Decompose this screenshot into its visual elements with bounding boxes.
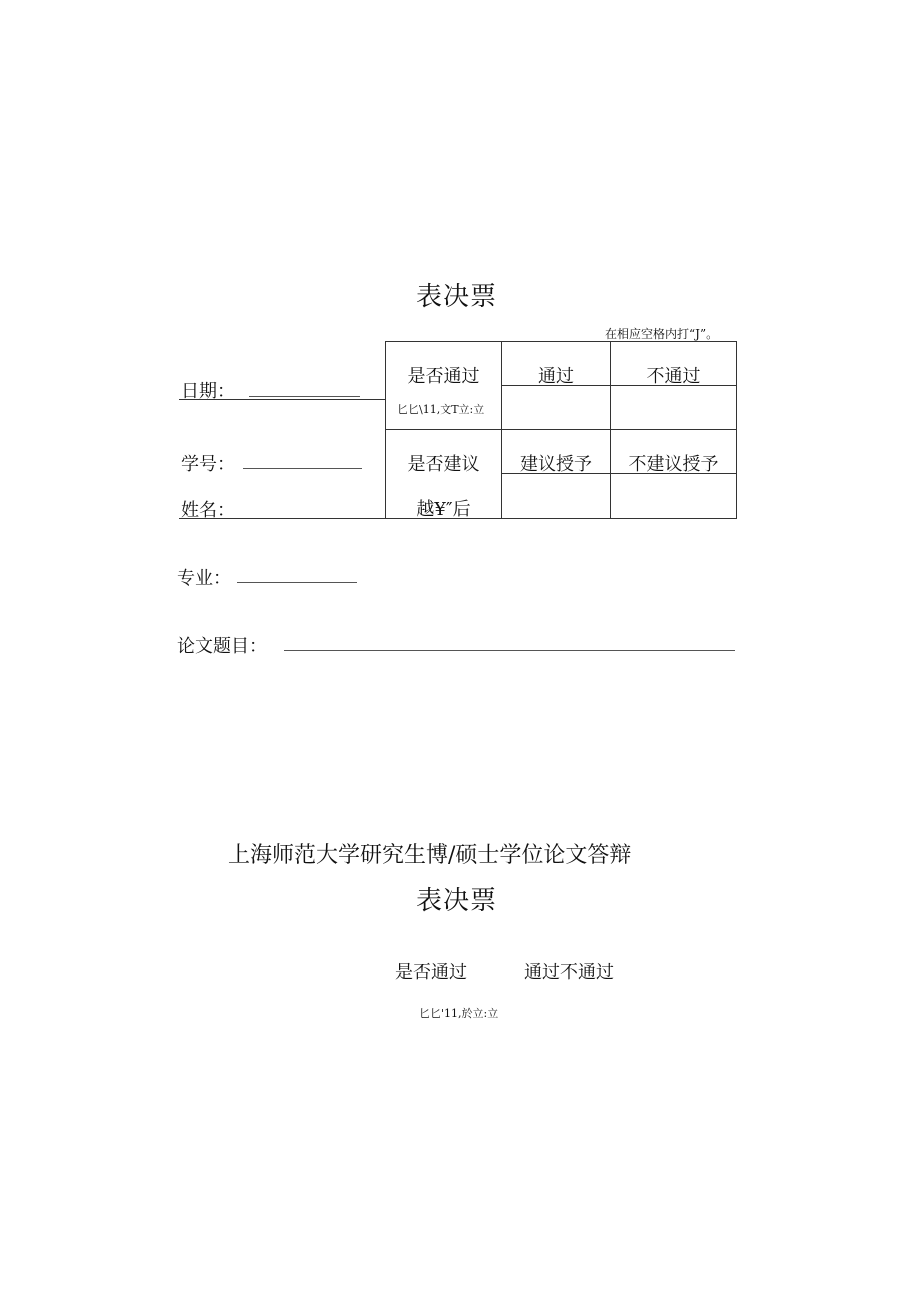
table-right-border — [736, 341, 737, 518]
form2-sub: 匕匕'11,於立:立 — [419, 1007, 499, 1020]
form1-hint: 在相应空格内打“J”。 — [605, 327, 719, 341]
date-field[interactable] — [249, 396, 360, 397]
recommend-checkbox-cell[interactable] — [502, 474, 610, 518]
form1-title: 表决票 — [416, 282, 498, 312]
thesis-title-field[interactable] — [284, 650, 735, 651]
table-middle-border — [385, 429, 737, 430]
fail-header: 不通过 — [646, 366, 701, 387]
student-id-field[interactable] — [243, 468, 362, 469]
date-label: 日期： — [181, 381, 235, 402]
pass-checkbox-cell[interactable] — [502, 386, 610, 429]
row2-question: 是否建议 — [407, 454, 480, 475]
major-label: 专业： — [177, 568, 231, 589]
name-label: 姓名： — [181, 500, 235, 521]
recommend-header: 建议授予 — [520, 454, 592, 475]
row2-sub: 越¥″后 — [416, 499, 471, 520]
table-top-border — [385, 341, 737, 342]
row1-question: 是否通过 — [407, 366, 480, 387]
thesis-title-label: 论文题目： — [177, 636, 267, 657]
student-id-label: 学号： — [181, 454, 235, 475]
not-recommend-checkbox-cell[interactable] — [611, 474, 736, 518]
pass-header: 通过 — [538, 366, 574, 387]
row1-sub: 匕匕\11,文T立:立 — [397, 403, 485, 416]
fail-checkbox-cell[interactable] — [611, 386, 736, 429]
form2-question: 是否通过 — [395, 962, 467, 983]
not-recommend-header: 不建议授予 — [628, 454, 719, 475]
date-row-rule — [179, 399, 386, 400]
form2-heading: 上海师范大学研究生博/硕士学位论文答辩 — [228, 843, 632, 868]
form2-title: 表决票 — [416, 886, 498, 916]
major-field[interactable] — [237, 582, 357, 583]
form2-options: 通过不通过 — [524, 962, 614, 983]
